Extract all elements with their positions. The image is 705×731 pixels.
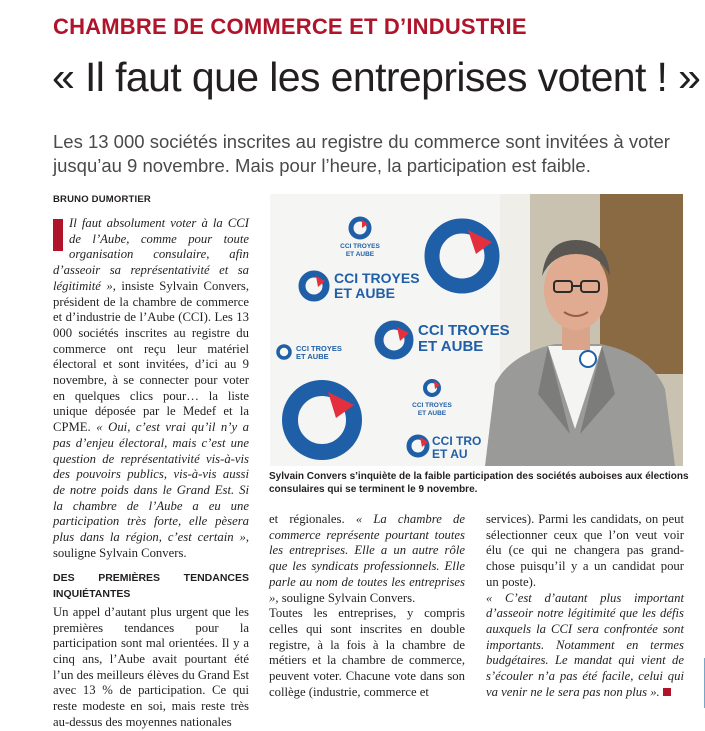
paragraph-entreprises: Toutes les entreprises, y compris celles qui sont inscrites en double registre, à la fois à la chambre de métiers et la chambre de commerce, peuvent voter. Chacune vote dans son collège (industrie, commerce et [269, 606, 465, 699]
svg-text:CCI TROYES: CCI TROYES [412, 402, 452, 409]
article-column-2 [269, 512, 465, 700]
intro-text: insiste Sylvain Convers, président de la chambre de commerce et d’industrie de l’Aube (CCI). Les 13 000 sociétés inscrites au registre du commerce ont reçu leur matériel électoral et sont invitées, d’ici au 9 novembre, à se connecter pour voter en quelques clics pour… la liste unique déposée par le Medef et la CPME. [53, 278, 250, 435]
paragraph-tendances: Un appel d’autant plus urgent que les premières tendances pour la participation sont mal orientées. Il y a cinq ans, l’Aube avait pourtant été l’un des meilleurs élèves du Grand Est avec 13 % de participation. Ce qui reste modeste en soi, mais reste très au-dessus des moyennes nationales [53, 604, 249, 729]
photo-illustration [270, 194, 683, 466]
svg-text:ET AUBE: ET AUBE [418, 338, 484, 355]
article-column-1 [53, 216, 249, 731]
svg-text:CCI TRO: CCI TRO [432, 434, 482, 448]
section-kicker: CHAMBRE DE COMMERCE ET D’INDUSTRIE [53, 14, 527, 39]
paragraph-conclusion: « C’est d’autant plus important d’asseoir notre légitimité que les défis auxquels la CCI sera confrontée sont importants. Notamment en termes budgétaires. Le mandat qui vient de s’écouler n’a pas été facile, celui qui va venir ne le sera pas non plus ». [486, 590, 684, 699]
svg-text:ET AU: ET AU [432, 447, 468, 461]
drop-cap-bar [53, 219, 63, 251]
svg-text:ET AUBE: ET AUBE [417, 410, 447, 417]
intro-attribution: souligne Sylvain Convers. [53, 545, 187, 560]
paragraph-services: services). Parmi les candidats, on peut sélectionner ceux que l’on veut voir élu (ce qui ne changera pas grand-chose puisqu’il y a un candidat pour un poste). [486, 512, 684, 589]
photo-caption: Sylvain Convers s’inquiète de la faible participation des sociétés auboises aux élections consulaires qui se terminent le 9 novembre. [269, 471, 689, 495]
svg-text:ET AUBE: ET AUBE [296, 352, 329, 361]
svg-text:CCI TROYES: CCI TROYES [340, 243, 380, 250]
quote-second: « Oui, c’est vrai qu’il n’y a pas d’enjeu électoral, mais c’est une question de représentativité vis-à-vis des pouvoirs publics, vis-à-vis aussi de notre poids dans le Grand Est. Si la chambre de l’Aube a eu une participation très forte, elle pèsera plus dans la région, c’est certain », [53, 420, 249, 545]
article-column-3 [486, 512, 684, 700]
quote-intro: Il faut absolument voter à la CCI de l’Aube, comme pour toute organisation consulaire, afin d’asseoir sa représentativité et sa légitimité », [53, 216, 249, 293]
article-photo [270, 194, 683, 466]
svg-text:ET AUBE: ET AUBE [334, 285, 395, 301]
svg-text:CCI TROYES: CCI TROYES [296, 344, 342, 353]
svg-text:ET AUBE: ET AUBE [345, 251, 375, 258]
article-headline: « Il faut que les entreprises votent ! » [52, 54, 701, 100]
svg-text:CCI TROYES: CCI TROYES [334, 270, 420, 286]
article-standfirst: Les 13 000 sociétés inscrites au registre du commerce sont invitées à voter jusqu’au 9 novembre. Mais pour l’heure, la participation est faible. [53, 131, 670, 176]
svg-text:CCI TROYES: CCI TROYES [418, 322, 510, 339]
subheading: DES PREMIÈRES TENDANCES INQUIÉTANTES [53, 572, 249, 601]
byline: BRUNO DUMORTIER [53, 194, 151, 205]
paragraph-regionales: et régionales. « La chambre de commerce représente pourtant toutes les entreprises. Elle a un autre rôle que les syndicats professionnels. Elle parle au nom de toutes les entreprises », souligne Sylvain Convers. [269, 512, 465, 605]
paragraph-intro [53, 216, 249, 561]
end-mark [663, 688, 671, 696]
